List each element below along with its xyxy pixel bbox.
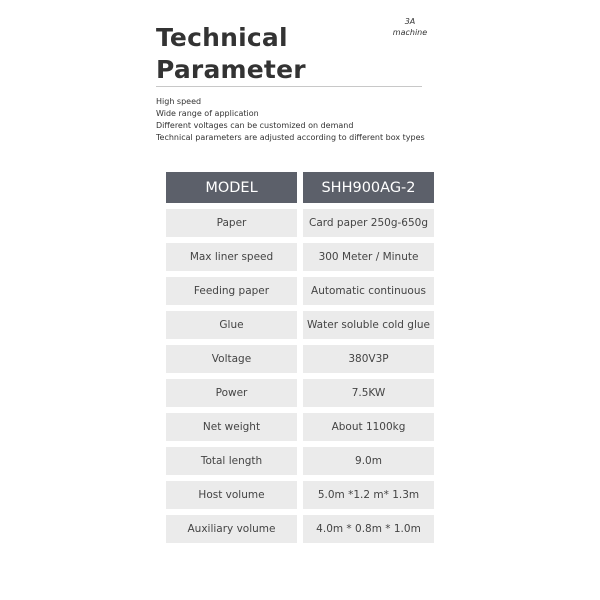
spec-table: [166, 172, 434, 549]
spec-value: Water soluble cold glue: [303, 311, 434, 339]
spec-row-glue: [166, 311, 434, 339]
page-title-line-1: Technical: [156, 23, 288, 52]
page-title: [156, 22, 306, 86]
spec-value: 4.0m * 0.8m * 1.0m: [303, 515, 434, 543]
feature-item: Different voltages can be customized on demand: [156, 121, 354, 130]
spec-label: Power: [166, 379, 297, 407]
header-value-cell: SHH900AG-2: [303, 172, 434, 203]
spec-value: 380V3P: [303, 345, 434, 373]
spec-label: Total length: [166, 447, 297, 475]
feature-list: [156, 96, 425, 144]
spec-row-power: [166, 379, 434, 407]
machine-type-badge: [380, 16, 440, 38]
title-divider: [156, 86, 422, 87]
spec-row-total-length: [166, 447, 434, 475]
spec-value: 5.0m *1.2 m* 1.3m: [303, 481, 434, 509]
spec-label: Host volume: [166, 481, 297, 509]
spec-value: About 1100kg: [303, 413, 434, 441]
spec-value: 300 Meter / Minute: [303, 243, 434, 271]
spec-row-auxiliary-volume: [166, 515, 434, 543]
spec-label: Paper: [166, 209, 297, 237]
machine-type-badge-line-1: 3A: [404, 17, 416, 26]
feature-item: High speed: [156, 97, 202, 106]
spec-table-header: [166, 172, 434, 203]
spec-value: Card paper 250g-650g: [303, 209, 434, 237]
feature-item: Wide range of application: [156, 109, 259, 118]
spec-value: Automatic continuous: [303, 277, 434, 305]
spec-label: Voltage: [166, 345, 297, 373]
machine-type-badge-line-2: machine: [392, 28, 428, 37]
header-label-cell: MODEL: [166, 172, 297, 203]
spec-row-voltage: [166, 345, 434, 373]
spec-row-max-liner-speed: [166, 243, 434, 271]
spec-label: Glue: [166, 311, 297, 339]
spec-label: Auxiliary volume: [166, 515, 297, 543]
spec-label: Net weight: [166, 413, 297, 441]
feature-item: Technical parameters are adjusted according to different box types: [156, 133, 425, 142]
spec-row-host-volume: [166, 481, 434, 509]
spec-value: 9.0m: [303, 447, 434, 475]
spec-row-net-weight: [166, 413, 434, 441]
spec-label: Max liner speed: [166, 243, 297, 271]
spec-row-feeding-paper: [166, 277, 434, 305]
spec-row-paper: [166, 209, 434, 237]
spec-label: Feeding paper: [166, 277, 297, 305]
page-title-line-2: Parameter: [156, 55, 306, 84]
spec-value: 7.5KW: [303, 379, 434, 407]
